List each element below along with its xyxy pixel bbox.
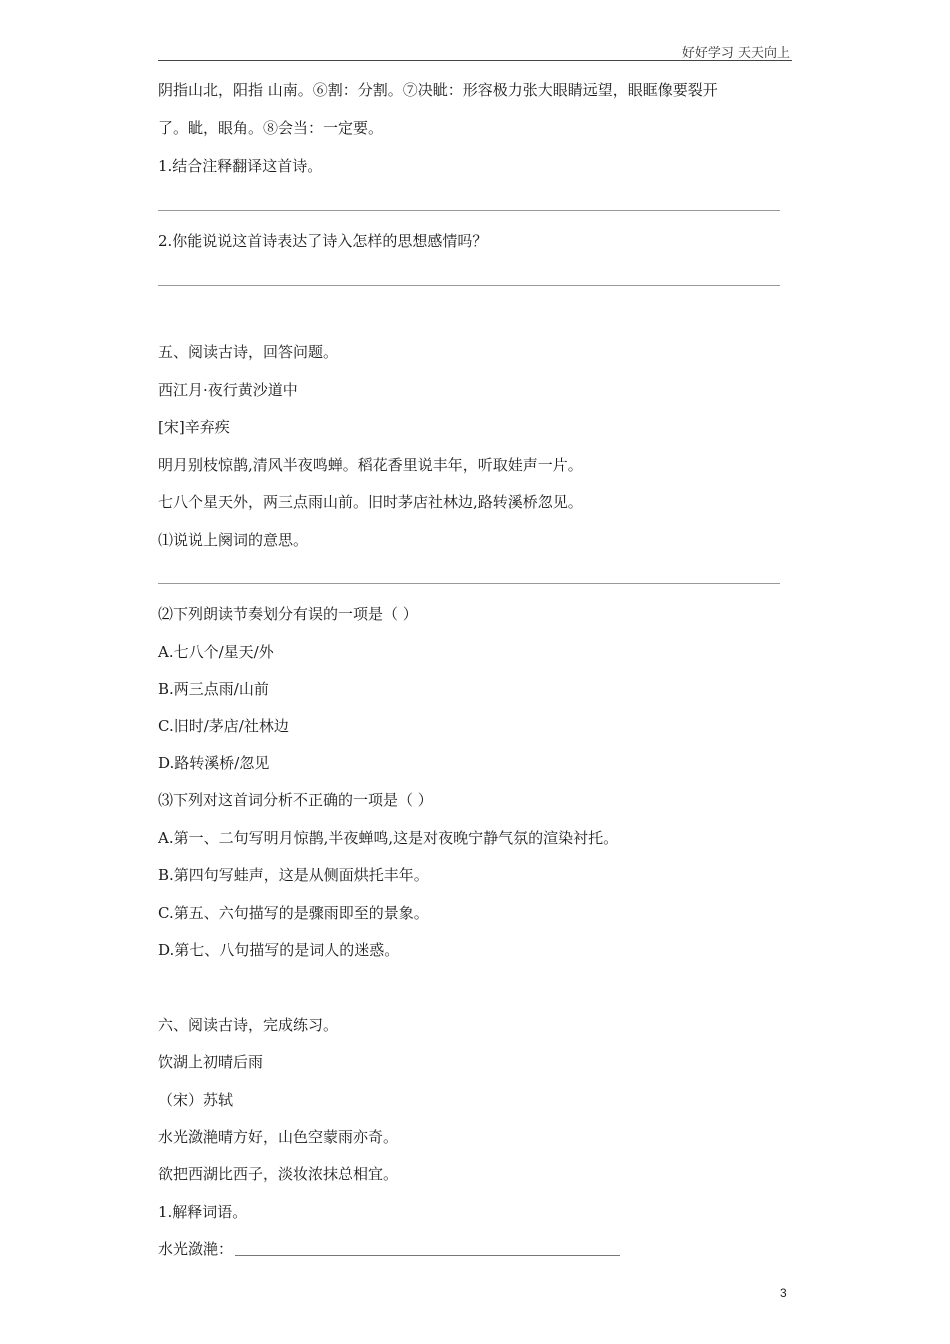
question-6-1: 1.解释词语。 bbox=[158, 1203, 248, 1221]
section-6-title: 六、阅读古诗，完成练习。 bbox=[158, 1016, 339, 1034]
question-2: 2.你能说说这首诗表达了诗入怎样的思想感情吗？ bbox=[158, 232, 488, 250]
option-5-2-b: B.两三点雨/山前 bbox=[158, 680, 269, 698]
option-5-3-b: B.第四句写蛙声，这是从侧面烘托丰年。 bbox=[158, 866, 429, 884]
poem-author-xinqiji: [宋]辛弃疾 bbox=[158, 418, 230, 436]
question-5-2: ⑵下列朗读节奏划分有误的一项是（ ） bbox=[158, 605, 418, 623]
section-5-title: 五、阅读古诗，回答问题。 bbox=[158, 343, 339, 361]
annotation-line-2: 了。眦，眼角。⑧会当：一定要。 bbox=[158, 119, 384, 137]
header-motto: 好好学习 天天向上 bbox=[681, 46, 790, 61]
annotation-line-1: 阴指山北，阳指 山南。⑥割：分割。⑦决眦：形容极力张大眼睛远望，眼眶像要裂开 bbox=[158, 81, 718, 99]
option-5-3-c: C.第五、六句描写的是骤雨即至的景象。 bbox=[158, 904, 429, 922]
option-5-3-d: D.第七、八句描写的是词人的迷惑。 bbox=[158, 941, 400, 959]
poem-line-4: 欲把西湖比西子，淡妆浓抹总相宜。 bbox=[158, 1165, 399, 1183]
poem-line-3: 水光潋滟晴方好，山色空蒙雨亦奇。 bbox=[158, 1128, 399, 1146]
page-header bbox=[158, 40, 792, 61]
page-number: 3 bbox=[780, 1286, 787, 1300]
answer-line-3[interactable] bbox=[158, 583, 780, 584]
option-5-3-a: A.第一、二句写明月惊鹊,半夜蝉鸣,这是对夜晚宁静气氛的渲染衬托。 bbox=[158, 829, 619, 847]
question-5-1: ⑴说说上阕词的意思。 bbox=[158, 531, 309, 549]
poem-title-xijiangyue: 西江月·夜行黄沙道中 bbox=[158, 381, 298, 399]
question-5-3: ⑶下列对这首词分析不正确的一项是（ ） bbox=[158, 791, 433, 809]
poem-line-2: 七八个星天外，两三点雨山前。旧时茅店社林边,路转溪桥忽见。 bbox=[158, 493, 583, 511]
answer-line-2[interactable] bbox=[158, 285, 780, 286]
answer-line-1[interactable] bbox=[158, 210, 780, 211]
term-shuiguang-row bbox=[158, 1239, 620, 1259]
option-5-2-c: C.旧时/茅店/社林边 bbox=[158, 717, 289, 735]
question-1: 1.结合注释翻译这首诗。 bbox=[158, 157, 323, 175]
option-5-2-d: D.路转溪桥/忽见 bbox=[158, 754, 270, 772]
option-5-2-a: A.七八个/星天/外 bbox=[158, 643, 274, 661]
poem-author-sushi: （宋）苏轼 bbox=[158, 1091, 234, 1109]
poem-line-1: 明月别枝惊鹊,清风半夜鸣蝉。稻花香里说丰年，听取娃声一片。 bbox=[158, 456, 583, 474]
poem-title-yinhushang: 饮湖上初晴后雨 bbox=[158, 1053, 264, 1071]
term-shuiguang-blank[interactable] bbox=[235, 1241, 620, 1256]
term-shuiguang-label: 水光潋滟： bbox=[158, 1240, 234, 1258]
